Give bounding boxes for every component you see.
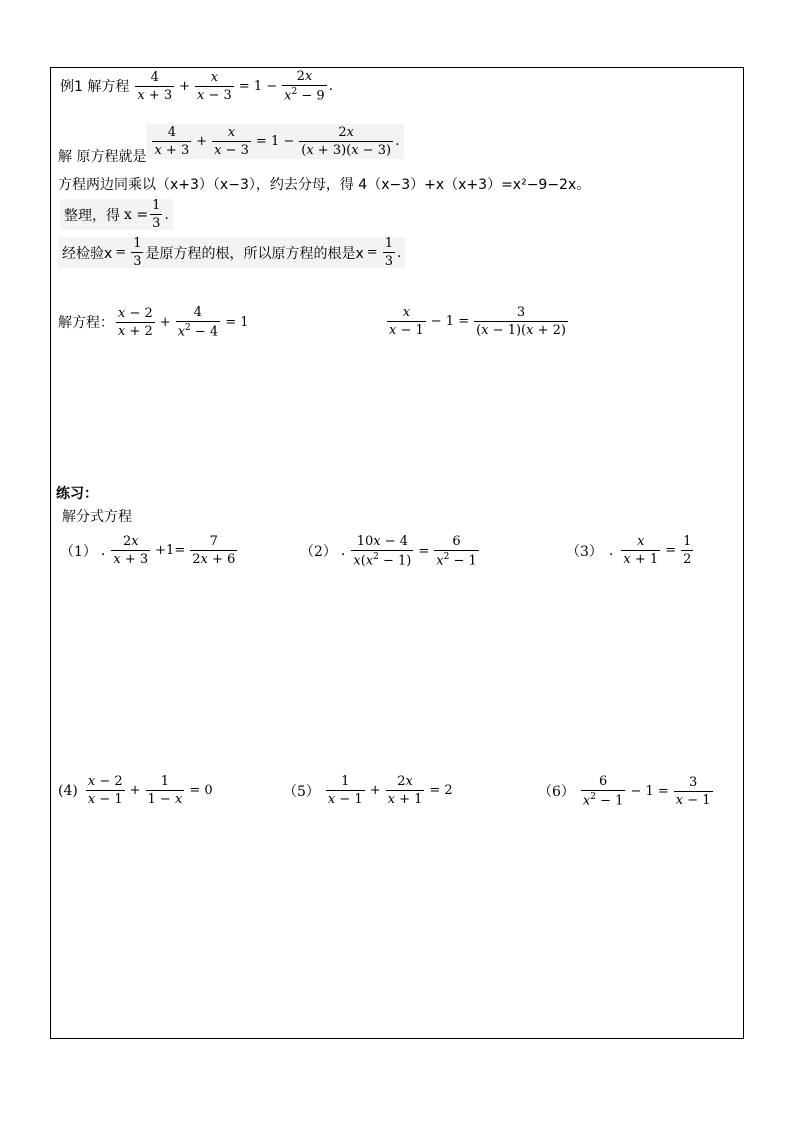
step-3-text-b: 是原方程的根，所以原方程的根是x (145, 245, 364, 262)
step-3-text-a: 经检验x (62, 245, 113, 262)
step-3-line: 经检验x = $\frac{1}{3}$ 是原方程的根，所以原方程的根是x = $\frac{1}{3}$ . (58, 237, 405, 268)
practice-title: 练习： (56, 486, 98, 502)
practice-subtitle: 解分式方程 (62, 509, 132, 525)
practice-item-5-label: （5） (283, 783, 320, 800)
step-1-text: 方程两边同乘以（x+3）（x−3），约去分母，得 4（x−3）+x（x+3）=x²−9−2x。 (58, 177, 591, 193)
exercise-line-1 (58, 306, 252, 338)
step-2-label: 整理，得 (64, 207, 120, 224)
practice-item-6-label: （6） (538, 784, 575, 801)
practice-item-2: （2） . $\frac{10x - 4}{x(x^2 - 1)}$ = $\frac{6}{x^2 - 1}$ (300, 534, 477, 569)
practice-item-3-label: （3） (566, 543, 603, 560)
practice-item-4-label: (4) (58, 782, 78, 799)
solution-equation: $\frac{4}{x + 3}$ + $\frac{x}{x - 3}$ = 1 − $\frac{2x}{(x + 3)(x - 3)}$ . (146, 124, 403, 159)
practice-item-6: （6） $\frac{6}{x^2 - 1}$ − 1 = $\frac{3}{x - 1}$ (538, 774, 711, 809)
practice-item-5: （5） $\frac{1}{x - 1}$ + $\frac{2x}{x + 1}$ = 2 (283, 774, 453, 807)
exercise-equation-2: $\frac{x}{x - 1}$ − 1 = $\frac{3}{(x - 1)(x + 2)}$ (389, 305, 566, 338)
step-2-line (60, 199, 173, 230)
step-1-line (58, 174, 590, 194)
example-equation: $\frac{4}{x + 3}$ + $\frac{x}{x - 3}$ = 1 − $\frac{2x}{x^2 - 9}$ . (137, 69, 334, 104)
practice-item-4: (4) $\frac{x - 2}{x - 1}$ + $\frac{1}{1 - x}$ = 0 (58, 774, 213, 807)
practice-item-3: （3） . $\frac{x}{x + 1}$ = $\frac{1}{2}$ (566, 534, 692, 567)
practice-item-1: （1） . $\frac{2x}{x + 3}$ +1= $\frac{7}{2x + 6}$ (60, 534, 236, 567)
step-2-result: x = $\frac{1}{3}$ . (124, 198, 169, 231)
practice-item-2-label: （2） (300, 544, 337, 561)
solution-line (58, 116, 404, 166)
exercise-equation-1: $\frac{x - 2}{x + 2}$ + $\frac{4}{x^2 - 4}$ = 1 (118, 305, 249, 340)
example-1-line (60, 70, 333, 102)
exercise-label: 解方程： (58, 315, 114, 332)
solution-label: 解 原方程就是 (58, 149, 147, 165)
practice-item-1-label: （1） (60, 543, 97, 560)
example-label: 例1 解方程 (60, 79, 130, 96)
